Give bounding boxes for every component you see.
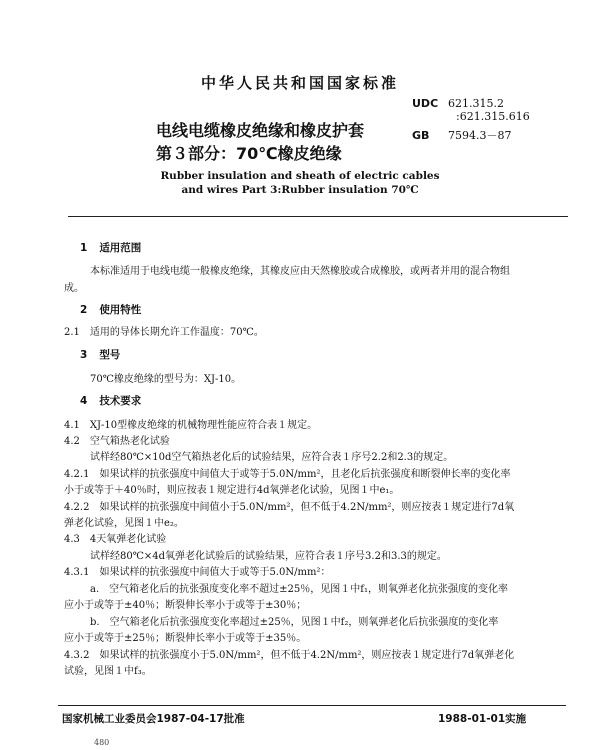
clause-4-3-1: 4.3.1 如果试样的抗张强度中间值大于或等于5.0N/mm²： xyxy=(64,567,331,578)
section-1-paragraph-cont: 成。 xyxy=(64,283,84,294)
clause-4-3-text: 试样经80℃×4d氧弹老化试验后的试验结果，应符合表１序号3.2和3.3的规定。 xyxy=(90,551,447,562)
section-1-heading: 1 适用范围 xyxy=(80,242,142,254)
page-number: 480 xyxy=(94,738,110,747)
clause-4-3-1-b-line2: 应小于或等于±25％；断裂伸长率小于或等于±35％。 xyxy=(64,633,307,644)
section-1-paragraph: 本标准适用于电线电缆一般橡皮绝缘，其橡皮应由天然橡胶或合成橡胶，或两者并用的混合物组 xyxy=(90,266,510,277)
section-3-heading: 3 型号 xyxy=(80,349,121,361)
udc-code-1: 621.315.2 xyxy=(448,97,504,110)
clause-4-2-1-line1: 4.2.1 如果试样的抗张强度中间值大于或等于5.0N/mm²，且老化后抗张强度和断裂伸长率的变化率 xyxy=(64,469,511,480)
approval-note: 国家机械工业委员会1987-04-17批准 xyxy=(62,713,245,725)
clause-4-2-1-line2: 小于或等于＋40％时，则应按表１规定进行4d氧弹老化试验，见图１中e₁。 xyxy=(64,485,400,496)
implementation-date: 1988-01-01实施 xyxy=(438,713,527,725)
clause-4-3-1-a-line2: 应小于或等于±40％；断裂伸长率小于或等于±30％； xyxy=(64,600,307,611)
clause-4-2-2-line1: 4.2.2 如果试样的抗张强度中间值小于5.0N/mm²，但不低于4.2N/mm²，则应按表１规定进行7d氧 xyxy=(64,502,515,513)
clause-4-3-heading: 4.3 4天氧弹老化试验 xyxy=(64,534,167,545)
section-3-paragraph: 70℃橡皮绝缘的型号为：XJ-10。 xyxy=(90,374,242,385)
clause-4-3-2-line2: 试验，见图１中f₃。 xyxy=(64,666,152,677)
footer-divider xyxy=(58,705,566,706)
clause-4-2-2-line2: 弹老化试验，见图１中e₂。 xyxy=(64,518,184,529)
udc-label: UDC xyxy=(412,97,439,110)
gb-number: 7594.3－87 xyxy=(448,129,512,142)
udc-classification xyxy=(412,97,504,110)
clause-4-3-1-b-line1: b. 空气箱老化后抗张强度变化率超过±25％，见图１中f₂，则氧弹老化后抗张强度的变化率 xyxy=(90,617,499,628)
clause-2-1: 2.1 适用的导体长期允许工作温度：70℃。 xyxy=(64,327,264,338)
clause-4-2-text: 试样经80℃×10d空气箱热老化后的试验结果，应符合表１序号2.2和2.3的规定。 xyxy=(90,452,454,463)
gb-label: GB xyxy=(412,129,430,142)
english-title-line2: and wires Part 3:Rubber insulation 70℃ xyxy=(181,184,419,196)
header-divider xyxy=(68,216,568,217)
section-4-heading: 4 技术要求 xyxy=(80,395,142,407)
clause-4-3-1-a-line1: a. 空气箱老化后的抗张强度变化率不超过±25％，见图１中f₁，则氧弹老化抗张强度的变化率 xyxy=(90,584,508,595)
clause-4-2-heading: 4.2 空气箱热老化试验 xyxy=(64,436,170,447)
english-title-line1: Rubber insulation and sheath of electric cables xyxy=(160,170,440,182)
document-title-line1: 电线电缆橡皮绝缘和橡皮护套 xyxy=(156,121,365,140)
clause-4-3-2-line1: 4.3.2 如果试样的抗张强度小于5.0N/mm²，但不低于4.2N/mm²，则应按表１规定进行7d氧弹老化 xyxy=(64,650,515,661)
udc-code-2: :621.315.616 xyxy=(456,110,530,123)
gb-number-block xyxy=(412,127,512,143)
document-title-line2: 第３部分：70℃橡皮绝缘 xyxy=(156,144,342,163)
section-2-heading: 2 使用特性 xyxy=(80,304,142,316)
clause-4-1: 4.1 XJ-10型橡皮绝缘的机械物理性能应符合表１规定。 xyxy=(64,420,318,431)
national-standard-heading: 中华人民共和国国家标准 xyxy=(200,74,399,92)
